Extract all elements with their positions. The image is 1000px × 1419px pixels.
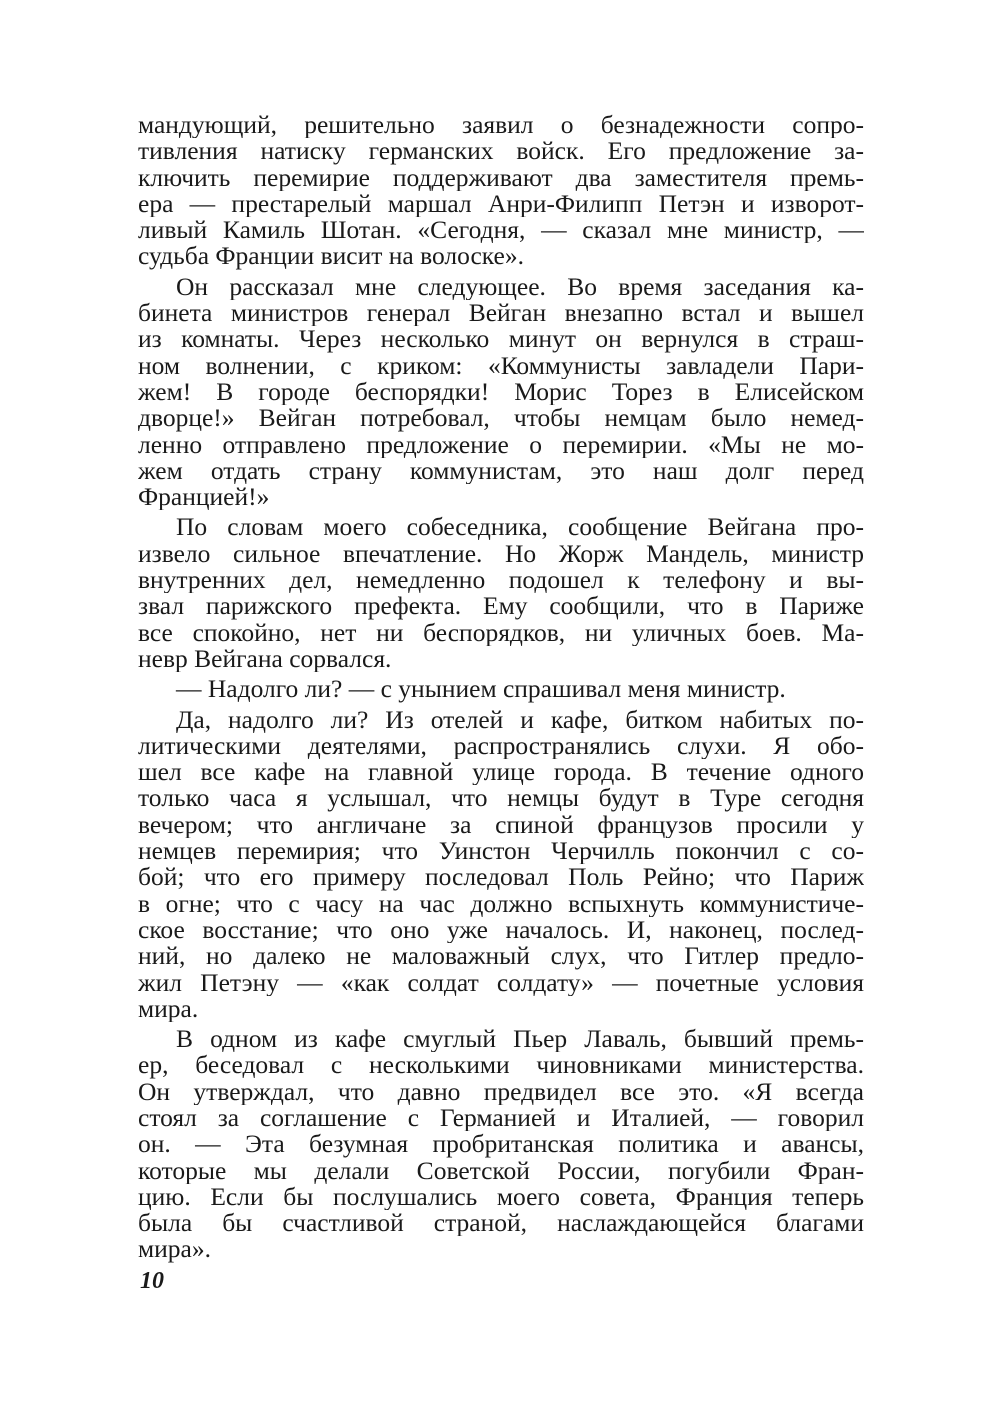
- text-line: бой; что его примеру последовал Поль Рейно; что Париж: [138, 864, 864, 891]
- text-line: бинета министров генерал Вейган внезапно встал и вышел: [138, 300, 864, 327]
- text-line: жил Петэну — «как солдат солдату» — почетные условия: [138, 969, 864, 996]
- text-line: звал парижского префекта. Ему сообщили, что в Париже: [138, 593, 864, 620]
- text-line: извело сильное впечатление. Но Жорж Мандель, министр: [138, 540, 864, 568]
- paragraph: [138, 676, 864, 702]
- text-line: немцев перемирия; что Уинстон Черчилль покончил с со-: [138, 838, 864, 865]
- paragraph: [138, 1026, 864, 1263]
- text-line: Он рассказал мне следующее. Во время заседания ка-: [176, 273, 864, 301]
- text-line: Францией!»: [138, 484, 270, 511]
- text-line: В одном из кафе смуглый Пьер Лаваль, бывший премь-: [176, 1026, 864, 1053]
- text-line: По словам моего собеседника, сообщение Вейгана про-: [176, 514, 864, 541]
- page-number: 10: [140, 1268, 164, 1294]
- paragraph: [138, 112, 864, 270]
- text-line: в огне; что с часу на час должно вспыхнуть коммунистиче-: [138, 890, 864, 917]
- text-flow: [138, 112, 864, 1263]
- text-line: ера — престарелый маршал Анри-Филипп Петэн и изворот-: [138, 190, 864, 218]
- text-line: ер, беседовал с несколькими чиновниками министерства.: [138, 1052, 864, 1079]
- text-line: ленно отправлено предложение о перемирии. «Мы не мо-: [138, 431, 864, 458]
- text-line: Да, надолго ли? Из отелей и кафе, битком набитых по-: [176, 706, 864, 733]
- text-line: которые мы делали Советской России, погубили Фран-: [138, 1157, 864, 1184]
- text-line: мира».: [138, 1236, 211, 1263]
- text-line: ливый Камиль Шотан. «Сегодня, — сказал мне министр, —: [138, 217, 864, 244]
- paragraph: [138, 514, 864, 672]
- page-body: [138, 112, 864, 1263]
- text-line: судьба Франции висит на волоске».: [138, 243, 524, 270]
- text-line: цию. Если бы послушались моего совета, Франция теперь: [138, 1183, 864, 1211]
- text-line: вечером; что англичане за спиной французов просили у: [138, 811, 864, 839]
- text-line: жем! В городе беспорядки! Морис Торез в Елисейском: [138, 378, 864, 406]
- text-line: мандующий, решительно заявил о безнадежности сопро-: [138, 112, 864, 139]
- text-line: тивления натиску германских войск. Его предложение за-: [138, 138, 864, 165]
- text-line: только часа я услышал, что немцы будут в Туре сегодня: [138, 785, 864, 812]
- text-line: ном волнении, с криком: «Коммунисты завладели Пари-: [138, 352, 864, 379]
- text-line: из комнаты. Через несколько минут он вернулся в страш-: [138, 326, 864, 353]
- text-line: ское восстание; что оно уже началось. И, наконец, послед-: [138, 916, 864, 944]
- text-line: внутренних дел, немедленно подошел к телефону и вы-: [138, 567, 864, 594]
- text-line: стоял за соглашение с Германией и Италией, — говорил: [138, 1104, 864, 1132]
- text-line: ключить перемирие поддерживают два заместителя премь-: [138, 164, 864, 191]
- text-line: жем отдать страну коммунистам, это наш долг перед: [138, 457, 864, 485]
- text-line: дворце!» Вейган потребовал, чтобы немцам было немед-: [138, 405, 864, 432]
- text-line: мира.: [138, 995, 199, 1023]
- text-line: невр Вейгана сорвался.: [138, 645, 392, 673]
- text-line: шел все кафе на главной улице города. В течение одного: [138, 759, 864, 786]
- text-line: была бы счастливой страной, наслаждающейся благами: [138, 1210, 864, 1237]
- text-line: он. — Эта безумная пробританская политика и авансы,: [138, 1131, 864, 1158]
- text-line: все спокойно, нет ни беспорядков, ни уличных боев. Ма-: [138, 619, 864, 646]
- text-line: ний, но далеко не маловажный слух, что Гитлер предло-: [138, 943, 864, 970]
- paragraph: [138, 274, 864, 511]
- text-line: литическими деятелями, распространялись слухи. Я обо-: [138, 732, 864, 760]
- text-line: Он утверждал, что давно предвидел все это. «Я всегда: [138, 1078, 864, 1105]
- paragraph: [138, 707, 864, 1023]
- text-line: — Надолго ли? — с унынием спрашивал меня министр.: [176, 676, 786, 703]
